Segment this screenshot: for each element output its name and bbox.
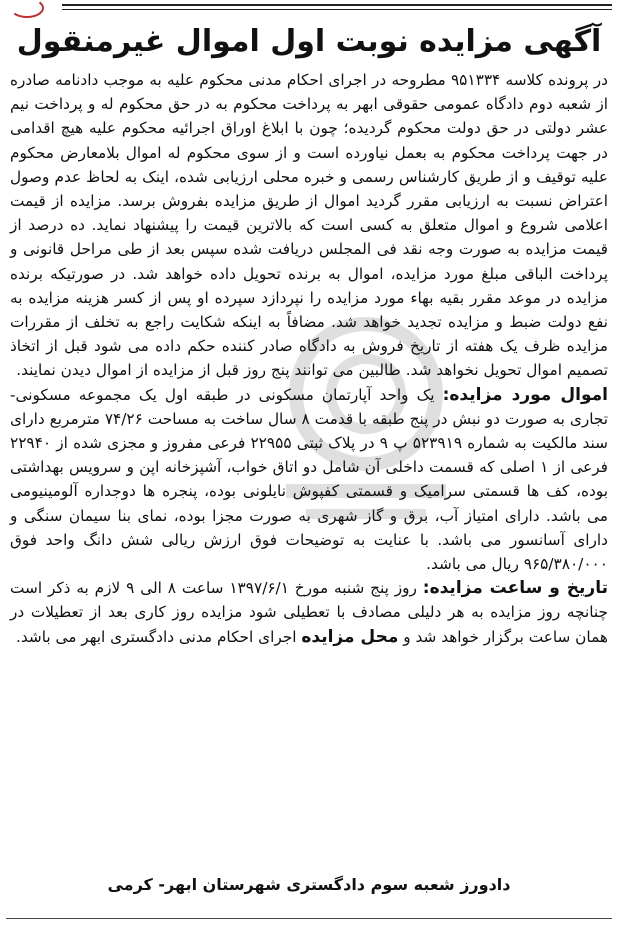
- datetime-label: تاریخ و ساعت مزایده:: [422, 578, 608, 599]
- corner-stamp-mark: [10, 0, 44, 18]
- top-border-rule: [62, 4, 612, 10]
- datetime-description: روز پنج شنبه مورخ ۱۳۹۷/۶/۱ ساعت ۸ الی ۹ لازم به ذکر است چنانچه روز مزایده به هر دلیلی مصادف با تعطیلی شود مزایده روز کاری بعد از تعطیلات در همان ساعت برگزار خواهد شد و: [10, 579, 608, 646]
- intro-paragraph: در پرونده کلاسه ۹۵۱۳۳۴ مطروحه در اجرای احکام مدنی محکوم علیه به موجب دادنامه صادره از شعبه دوم دادگاه عمومی حقوقی ابهر به پرداخت محکوم به در حق محکوم له و پرداخت نیم عشر دولتی در حق دولت محکوم گردیده؛ چون با ابلاغ اوراق اجرائیه محکوم علیه هیچ اقدامی در جهت پرداخت محکوم به بعمل نیاورده است و از سوی محکوم له اموال بلامعارض محکوم علیه توقیف و از طریق کارشناس رسمی و خبره محلی ارزیابی شده، اینک به لحاظ عدم وصول اعتراض نسبت به ارزیابی مقرر گردید اموال از طریق مزایده بفروش برسد. مزایده از قیمت اعلامی شروع و اموال متعلق به کسی است که بالاترین قیمت را پیشنهاد نماید. ده درصد از قیمت مزایده به صورت وجه نقد فی المجلس دریافت شده سپس بعد از طی مراحل قانونی و پرداخت الباقی مبلغ مورد مزایده، اموال به برنده تحویل داده خواهد شد. در صورتیکه برنده مزایده در موعد مقرر بقیه بهاء مورد مزایده را نپردازد سپرده او پس از کسر هزینه مزایده به نفع دولت ضبط و مزایده تجدید خواهد شد. مضافاً به اینکه شکایت راجع به تخلف از مقررات مزایده ظرف یک هفته از تاریخ فروش به دادگاه صادر کننده حکم داده می شود قبل از اتخاذ تصمیم اموال تحویل نخواهد شد. طالبین می توانند پنج روز قبل از مزایده از اموال دیدن نمایند.: [10, 71, 608, 380]
- notice-body: [10, 68, 608, 649]
- auction-notice: [6, 4, 612, 919]
- notice-title: آگهی مزایده نوبت اول اموال غیرمنقول: [16, 24, 602, 59]
- signature-line: دادورز شعبه سوم دادگستری شهرستان ابهر- کرمی: [107, 875, 511, 894]
- venue-description: اجرای احکام مدنی دادگستری ابهر می باشد.: [16, 627, 302, 646]
- property-label: اموال مورد مزایده:: [442, 384, 608, 405]
- property-description: یک واحد آپارتمان مسکونی در طبقه اول یک مجموعه مسکونی- تجاری به صورت دو نبش در پنج طبقه با قدمت ۸ سال ساخت به مساحت ۷۴/۲۶ مترمربع دارای سند مالکیت به شماره ۵۲۳۹۱۹ پ ۹ در پلاک ثبتی ۲۲۹۵۵ فرعی مفروز و مجزی شده از ۲۲۹۴۰ فرعی از ۱ اصلی که قسمت داخلی آن شامل دو اتاق خواب، آشپزخانه اپن و سرویس بهداشتی بوده، کف ها قسمتی سرامیک و قسمتی کفپوش نایلونی بوده، پنجره ها دوجداره آلومینیومی می باشد. دارای امتیاز آب، برق و گاز شهری به صورت مجزا بوده، نمای بنا سیمان سنگی و دارای آسانسور می باشد. با عنایت به توضیحات فوق ارزش ریالی شش دانگ واحد فوق ۹۶۵/۳۸۰/۰۰۰ ریال می باشد.: [10, 385, 609, 574]
- venue-label: محل مزایده: [301, 626, 399, 647]
- bottom-border-rule: [6, 918, 612, 919]
